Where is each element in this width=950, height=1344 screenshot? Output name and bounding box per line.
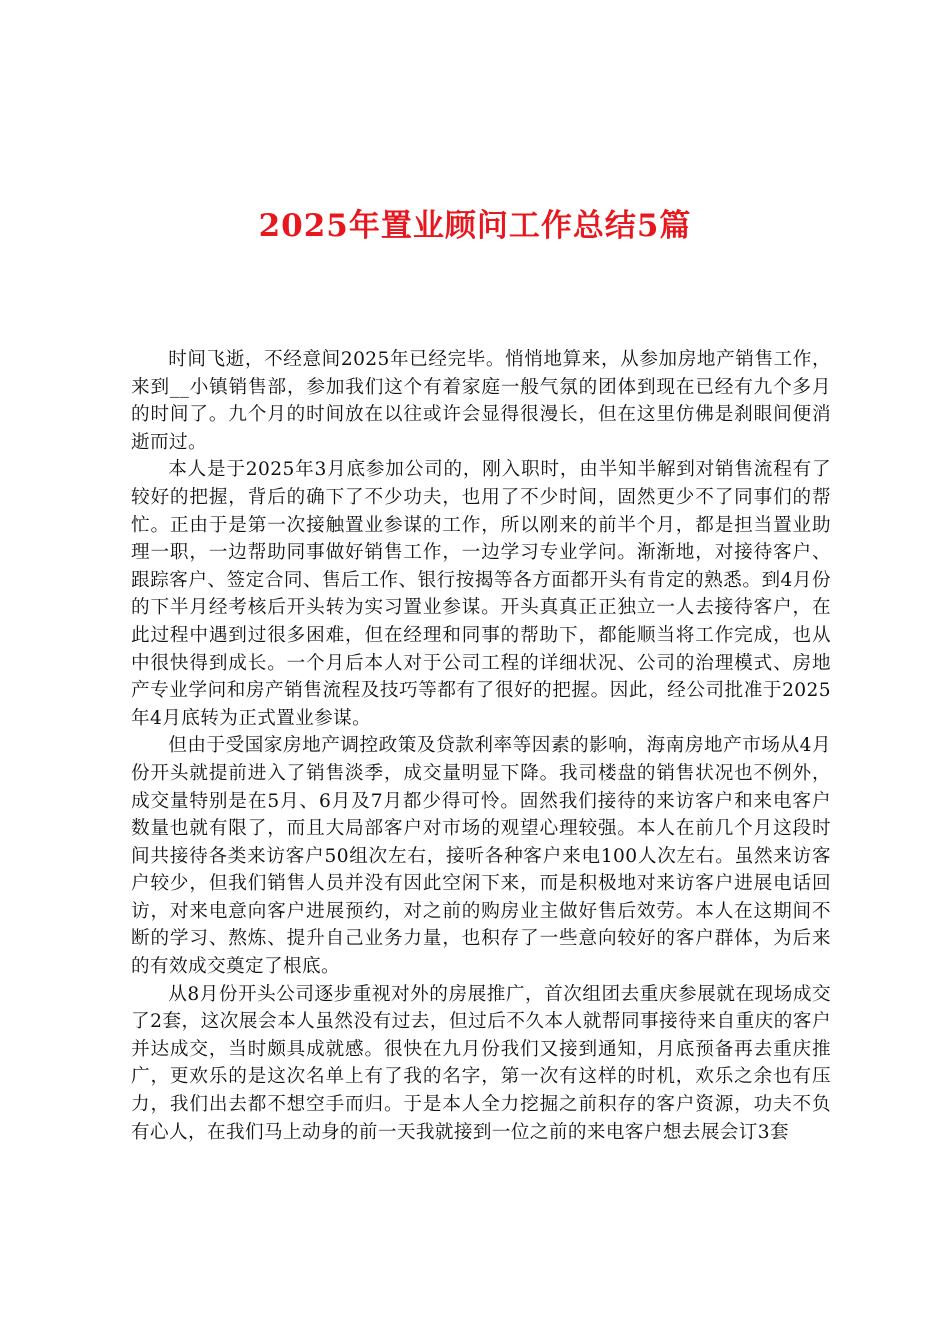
paragraph-4: 从8月份开头公司逐步重视对外的房展推广，首次组团去重庆参展就在现场成交了2套，这次展会本人虽然没有过去，但过后不久本人就帮同事接待来自重庆的客户并达成交，当时颇具成就感。很快在九月份我们又接到通知，月底预备再去重庆推广，更欢乐的是这次名单上有了我的名字，第一次有这样的时机，欢乐之余也有压力，我们出去都不想空手而归。于是本人全力挖掘之前积存的客户资源，功夫不负有心人，在我们马上动身的前一天我就接到一位之前的来电客户想去展会订3套 [131, 983, 831, 1143]
paragraph-2: 本人是于2025年3月底参加公司的，刚入职时，由半知半解到对销售流程有了较好的把握，背后的确下了不少功夫，也用了不少时间，固然更少不了同事们的帮忙。正由于是第一次接触置业参谋的工作，所以刚来的前半个月，都是担当置业助理一职，一边帮助同事做好销售工作，一边学习专业学问。渐渐地，对接待客户、跟踪客户、签定合同、售后工作、银行按揭等各方面都开头有肯定的熟悉。到4月份的下半月经考核后开头转为实习置业参谋。开头真真正正独立一人去接待客户，在此过程中遇到过很多困难，但在经理和同事的帮助下，都能顺当将工作完成，也从中很快得到成长。一个月后本人对于公司工程的详细状况、公司的治理模式、房地产专业学问和房产销售流程及技巧等都有了很好的把握。因此，经公司批准于2025年4月底转为正式置业参谋。 [131, 459, 831, 729]
document-title: 2025年置业顾问工作总结5篇 [258, 208, 692, 244]
paragraph-3: 但由于受国家房地产调控政策及贷款利率等因素的影响，海南房地产市场从4月份开头就提前进入了销售淡季，成交量明显下降。我司楼盘的销售状况也不例外，成交量特别是在5月、6月及7月都少得可怜。固然我们接待的来访客户和来电客户数量也就有限了，而且大局部客户对市场的观望心理较强。本人在前几个月这段时间共接待各类来访客户50组次左右，接听各种客户来电100人次左右。虽然来访客户较少，但我们销售人员并没有因此空闲下来，而是积极地对来访客户进展电话回访，对来电意向客户进展预约，对之前的购房业主做好售后效劳。本人在这期间不断的学习、熬炼、提升自己业务力量，也积存了一些意向较好的客户群体，为后来的有效成交奠定了根底。 [131, 735, 831, 978]
paragraph-1: 时间飞逝，不经意间2025年已经完毕。悄悄地算来，从参加房地产销售工作，来到__小镇销售部，参加我们这个有着家庭一般气氛的团体到现在已经有九个多月的时间了。九个月的时间放在以往或许会显得很漫长，但在这里仿佛是刹眼间便消逝而过。 [131, 349, 831, 453]
document-body [131, 346, 831, 1146]
